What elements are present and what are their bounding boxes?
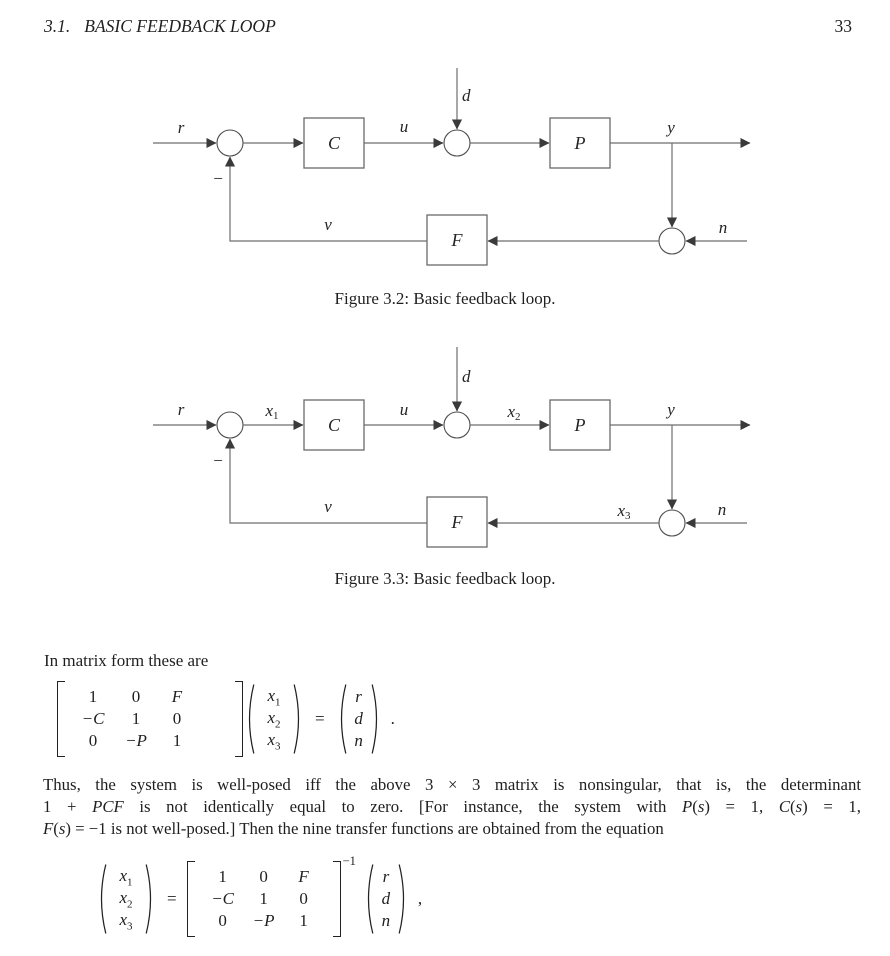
text-segment: ) = −1 is not well-posed.] Then the nine transfer functions are obtained from the equation [65, 818, 664, 838]
body-paragraph [43, 774, 861, 839]
state-subscript: 3 [275, 740, 281, 753]
inverse-exponent: −1 [342, 854, 356, 868]
left-square-bracket [57, 681, 65, 757]
vector-cell [107, 910, 145, 932]
paragraph-line [43, 774, 861, 796]
vector-cell: r [355, 687, 362, 706]
minus-sign: − [212, 451, 224, 470]
vector-cell: n [381, 911, 391, 930]
matrix-cell: −P [125, 731, 147, 750]
figure-3-2-diagram [145, 58, 760, 285]
matrix-cell: 0 [218, 911, 227, 930]
signal-label-d: d [462, 86, 471, 105]
state-symbol: x [119, 909, 128, 929]
vector-cell [107, 866, 145, 888]
state-symbol: x [267, 729, 276, 749]
state-subscript: 1 [275, 696, 281, 709]
signal-label-y: y [667, 400, 675, 419]
sum-junction-1 [217, 412, 243, 438]
text-segment: P [681, 796, 693, 816]
left-square-bracket [187, 861, 195, 937]
vector-cell: d [354, 709, 363, 728]
right-square-bracket [235, 681, 243, 757]
matrix-cell: 0 [172, 709, 182, 728]
page-number: 33 [834, 16, 852, 36]
state-subscript: 2 [275, 718, 281, 731]
matrix-cell: 1 [88, 687, 98, 706]
signal-label-n: n [718, 218, 728, 237]
vector-cell [255, 686, 293, 708]
vector-cell [255, 730, 293, 752]
signal-label-v: v [324, 497, 332, 516]
vector-cell: r [382, 867, 390, 886]
signal-label-u: u [399, 117, 409, 136]
state-symbol: x [119, 865, 128, 885]
right-parenthesis [398, 863, 410, 935]
right-square-bracket [333, 861, 341, 937]
paragraph-line [43, 818, 861, 840]
section-title: BASIC FEEDBACK LOOP [84, 16, 276, 36]
matrix-cell: −C [211, 889, 234, 908]
text-segment: Thus, the system is well-posed iff the above 3 × 3 matrix is nonsingular, that is, the determinant [43, 775, 861, 794]
matrix-cell: 1 [299, 911, 308, 930]
signal-label-r: r [177, 400, 185, 419]
state-vector [255, 686, 293, 752]
matrix-cell: F [298, 867, 309, 886]
figure-3-2-caption: Figure 3.2: Basic feedback loop. [334, 289, 556, 308]
equation-matrix-form [57, 676, 395, 762]
left-parenthesis [95, 863, 107, 935]
text-segment: ) = 1, [704, 796, 779, 816]
matrix-cell: 0 [259, 867, 268, 886]
plant-label: P [574, 415, 586, 435]
state-subscript: 2 [127, 898, 133, 911]
vector-cell: d [381, 889, 391, 908]
figure-3-3-caption: Figure 3.3: Basic feedback loop. [334, 569, 556, 588]
state-symbol: x [119, 887, 128, 907]
matrix-cell: F [171, 687, 183, 706]
state-label-x3: x3 [617, 501, 631, 522]
vector-cell [107, 888, 145, 910]
matrix-cell: 0 [131, 687, 141, 706]
input-vector [347, 686, 371, 752]
sum-junction-1 [217, 130, 243, 156]
text-segment: s [795, 796, 803, 816]
text-segment: s [697, 796, 705, 816]
vector-cell [255, 708, 293, 730]
running-head [44, 16, 276, 37]
equation-period: . [390, 709, 395, 728]
signal-label-y: y [667, 118, 675, 137]
sum-junction-2 [444, 130, 470, 156]
matrix-cell: 1 [259, 889, 268, 908]
signal-label-v: v [324, 215, 332, 234]
signal-label-u: u [399, 400, 409, 419]
state-symbol: x [267, 707, 276, 727]
sum-junction-2 [444, 412, 470, 438]
section-number: 3.1. [44, 16, 71, 36]
text-segment: s [58, 818, 66, 838]
controller-label: C [327, 415, 341, 435]
text-segment: C [778, 796, 791, 816]
sum-junction-3 [659, 510, 685, 536]
text-segment: ( [53, 818, 59, 838]
state-subscript: 3 [127, 920, 133, 933]
plant-label: P [574, 133, 586, 153]
text-segment: PCF [92, 796, 124, 816]
vector-cell: n [354, 731, 363, 750]
feedback-label: F [451, 512, 463, 532]
signal-label-d: d [462, 367, 471, 386]
text-segment: ) = 1, [802, 796, 861, 816]
matrix-cell: 1 [218, 867, 227, 886]
feedback-label: F [451, 230, 463, 250]
coefficient-matrix [65, 686, 235, 752]
left-parenthesis [243, 683, 255, 755]
left-parenthesis [362, 863, 374, 935]
text-segment: 1 + [43, 796, 93, 816]
coefficient-matrix [195, 866, 333, 932]
minus-sign: − [212, 169, 224, 188]
input-vector [374, 866, 398, 932]
controller-label: C [327, 133, 341, 153]
matrix-cell: 0 [88, 731, 98, 750]
state-subscript: 1 [127, 876, 133, 889]
matrix-cell: −P [252, 911, 275, 930]
right-parenthesis [371, 683, 383, 755]
signal-label-r: r [177, 118, 185, 137]
matrix-cell: 0 [299, 889, 308, 908]
state-vector [107, 866, 145, 932]
equation-transfer-functions [95, 856, 422, 942]
state-symbol: x [267, 685, 276, 705]
left-parenthesis [335, 683, 347, 755]
sum-junction-3 [659, 228, 685, 254]
equation-comma: , [417, 889, 423, 908]
signal-label-n: n [717, 500, 727, 519]
figure-3-3-diagram [145, 340, 760, 567]
equals-sign: = [315, 709, 325, 728]
matrix-cell: 1 [131, 709, 141, 728]
matrix-cell: 1 [172, 731, 182, 750]
matrix-cell: −C [81, 709, 105, 728]
text-segment: ( [692, 796, 698, 816]
right-parenthesis [145, 863, 157, 935]
equals-sign: = [167, 889, 177, 908]
paragraph-line [43, 796, 861, 818]
matrix-intro-text: In matrix form these are [44, 651, 209, 670]
right-parenthesis [293, 683, 305, 755]
text-segment: is not identically equal to zero. [For instance, the system with [123, 796, 682, 816]
state-label-x2: x2 [507, 402, 521, 423]
state-label-x1: x1 [265, 401, 279, 422]
text-segment: ( [790, 796, 796, 816]
text-segment: F [43, 818, 54, 838]
